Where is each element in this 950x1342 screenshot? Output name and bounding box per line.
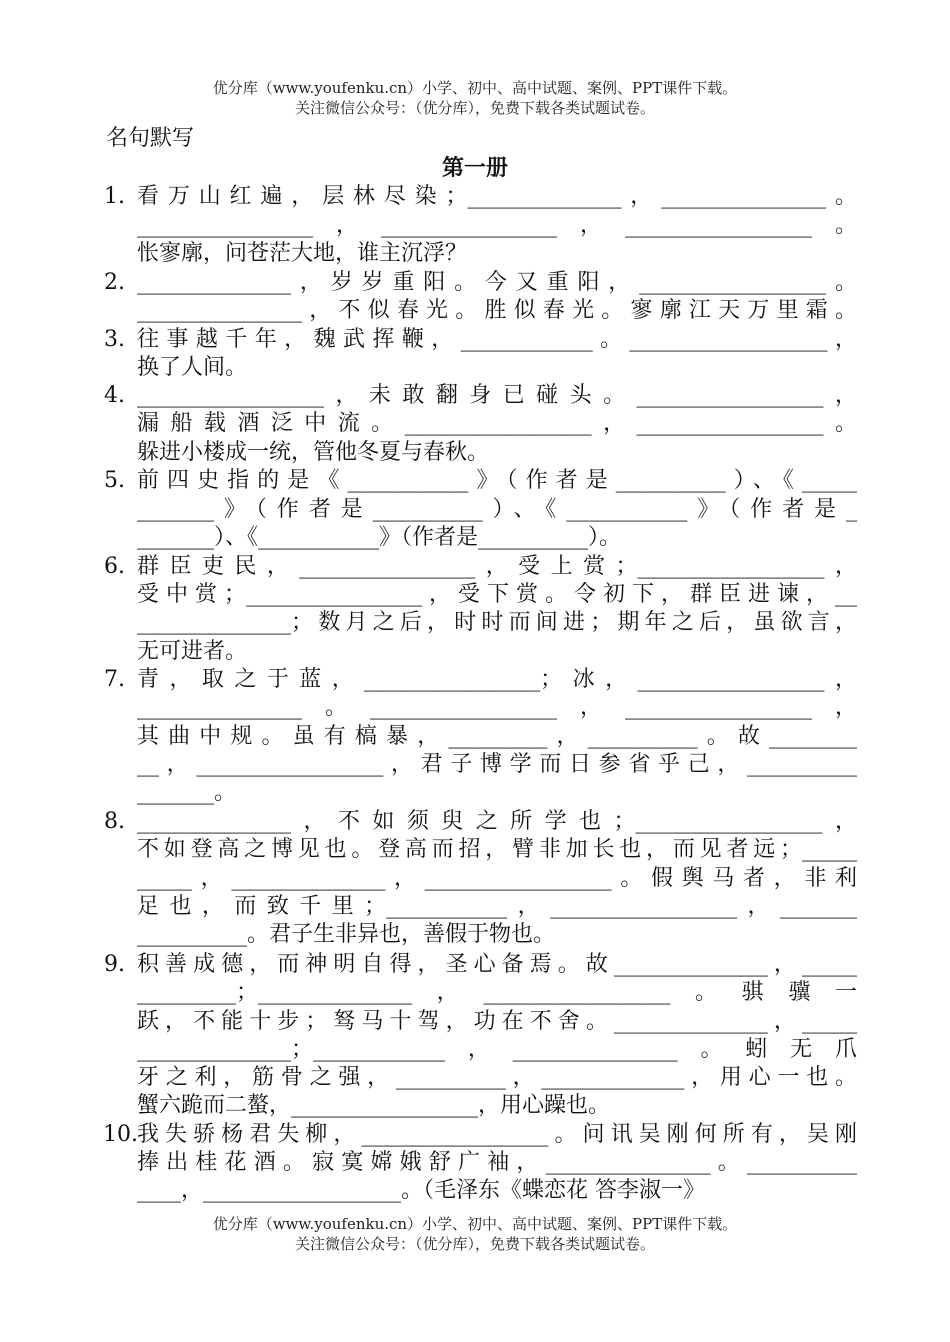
text-line: _________；______________，_________________。骐骥一	[137, 980, 857, 1005]
book-title: 第一册	[441, 155, 508, 181]
text-line: 看万山红遍，层林尽染；______________，_______________。	[137, 184, 857, 209]
text-line: 足也，而致千里；___________，_________________，_______	[137, 894, 857, 919]
text-line: 我失骄杨君失柳，_________________。问讯吴刚何所有，吴刚	[137, 1122, 857, 1147]
text-line: 跃，不能十步；驽马十驾，功在不舍。______________，_____	[137, 1009, 857, 1034]
text-line: _______________，不似春光。胜似春光。寥廓江天万里霜。	[137, 298, 857, 323]
item-number: 10.	[103, 1122, 138, 1147]
footer-line-2: 关注微信公众号：（优分库），免费下载各类试题试卷。	[294, 1235, 655, 1253]
item-number: 1.	[104, 184, 125, 209]
text-line: 牙之利，筋骨之强，__________，_____________，用心一也。	[137, 1065, 857, 1090]
section-title: 名句默写	[106, 126, 195, 151]
text-line: _______》（作者是__________）、《___________》（作者是_	[137, 497, 857, 522]
text-line: 换了人间。	[137, 355, 248, 380]
item-number: 9.	[104, 952, 125, 977]
text-line: ______________，不如须臾之所学也；_________________，	[137, 809, 857, 834]
text-line: ______________；数月之后，时时而间进；期年之后，虽欲言，	[137, 610, 857, 635]
text-line: 其曲中规。虽有槁暴，_________，__________。故________	[137, 724, 857, 749]
text-line: ______________，岁岁重阳。今又重阳，_________________。	[137, 270, 857, 295]
header-line-2: 关注微信公众号：（优分库），免费下载各类试题试卷。	[294, 99, 655, 117]
text-line: __________。君子生非异也，善假于物也。	[137, 922, 556, 947]
item-number: 4.	[104, 383, 125, 408]
text-line: 蟹六跪而二螯，_________________，用心躁也。	[137, 1093, 611, 1118]
text-line: 青，取之于蓝，________________；冰，_________________，	[137, 667, 857, 692]
text-line: 受中赏；________________，受下赏。令初下，群臣进谏，__	[137, 582, 857, 607]
text-line: _____，______________，_________________。假舆马者，非利	[137, 866, 857, 891]
text-line: 群臣吏民，________________，受上赏；_________________，	[137, 554, 857, 579]
header-line-1: 优分库（www.youfenku.cn）小学、初中、高中试题、案例、PPT课件下载。	[212, 79, 738, 97]
text-line: _______________。_________________，_________________，	[137, 695, 857, 720]
item-number: 5.	[104, 468, 125, 493]
text-line: __，_________________，君子博学而日参省乎己，__________	[137, 752, 857, 777]
text-line: 积善成德，而神明自得，圣心备焉。故______________，_____	[137, 952, 857, 977]
item-number: 2.	[104, 270, 125, 295]
text-line: ______________；____________，_______________。蚓无爪	[137, 1037, 857, 1062]
item-number: 6.	[104, 554, 125, 579]
text-line: _______。	[137, 780, 237, 805]
text-line: _______）、《___________》（作者是__________）。	[137, 525, 622, 550]
item-number: 3.	[104, 327, 125, 352]
item-number: 8.	[104, 809, 125, 834]
text-line: 往事越千年，魏武挥鞭，____________。__________________，	[137, 327, 857, 352]
text-line: 怅寥廓，问苍茫大地，谁主沉浮？	[137, 241, 468, 266]
text-line: ________________，________________，_________________。	[137, 213, 857, 238]
text-line: 躲进小楼成一统，管他冬夏与春秋。	[137, 440, 490, 465]
footer-line-1: 优分库（www.youfenku.cn）小学、初中、高中试题、案例、PPT课件下载。	[212, 1215, 738, 1233]
text-line: 捧出桂花酒。寂寞嫦娥舒广袖，_______________。__________	[137, 1150, 857, 1175]
text-line: 漏船载酒泛中流。_________________，_________________。	[137, 411, 857, 436]
text-line: 前四史指的是《___________》（作者是__________）、《_____	[137, 468, 857, 493]
text-line: ____，__________________。（毛泽东《蝶恋花 答李淑一》	[137, 1178, 705, 1203]
text-line: _________________，未敢翻身已碰头。_________________，	[137, 383, 857, 408]
text-line: 无可进者。	[137, 639, 248, 664]
item-number: 7.	[104, 667, 125, 692]
text-line: 不如登高之博见也。登高而招，臂非加长也，而见者远；_____	[137, 837, 857, 862]
